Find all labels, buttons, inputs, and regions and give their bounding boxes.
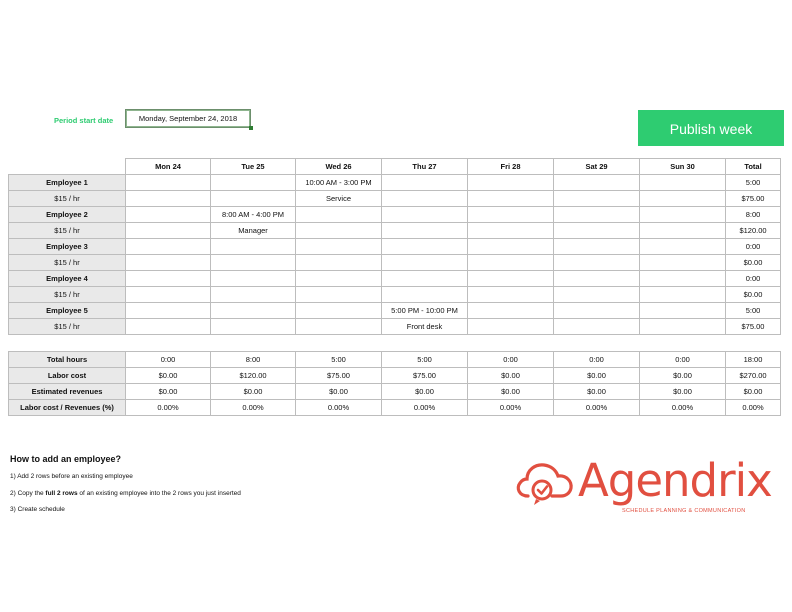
summary-value: $0.00 [126, 368, 211, 384]
summary-row [9, 368, 781, 384]
shift-cell[interactable]: 10:00 AM - 3:00 PM [296, 175, 382, 191]
summary-label: Estimated revenues [9, 384, 126, 400]
summary-row [9, 400, 781, 416]
summary-value: $0.00 [382, 384, 468, 400]
summary-total: $270.00 [726, 368, 781, 384]
shift-cell[interactable] [554, 303, 640, 319]
employee-name: Employee 5 [9, 303, 126, 319]
role-cell[interactable] [126, 191, 211, 207]
role-cell[interactable] [468, 287, 554, 303]
summary-value: $75.00 [382, 368, 468, 384]
employee-total-hours: 0:00 [726, 271, 781, 287]
employee-total-hours: 8:00 [726, 207, 781, 223]
day-header: Thu 27 [382, 159, 468, 175]
employee-total-cost: $75.00 [726, 191, 781, 207]
employee-shift-row [9, 207, 781, 223]
employee-shift-row [9, 303, 781, 319]
summary-value: $0.00 [126, 384, 211, 400]
role-cell[interactable] [126, 287, 211, 303]
shift-cell[interactable] [382, 207, 468, 223]
employee-total-cost: $0.00 [726, 255, 781, 271]
shift-cell[interactable] [211, 303, 296, 319]
day-header: Tue 25 [211, 159, 296, 175]
role-cell[interactable] [554, 255, 640, 271]
role-cell[interactable] [382, 191, 468, 207]
role-cell[interactable] [640, 319, 726, 335]
role-cell[interactable] [296, 255, 382, 271]
role-cell[interactable] [126, 255, 211, 271]
summary-value: $0.00 [468, 368, 554, 384]
summary-value: 0.00% [126, 400, 211, 416]
role-cell[interactable] [382, 255, 468, 271]
role-cell[interactable] [126, 223, 211, 239]
role-cell[interactable] [468, 191, 554, 207]
summary-label: Labor cost [9, 368, 126, 384]
summary-value: 0.00% [382, 400, 468, 416]
employee-name: Employee 1 [9, 175, 126, 191]
agendrix-wordmark: Agendrix [578, 454, 772, 507]
role-cell[interactable]: Front desk [382, 319, 468, 335]
shift-cell[interactable] [382, 239, 468, 255]
role-cell[interactable] [211, 191, 296, 207]
schedule-corner-cell [9, 159, 126, 175]
day-header: Wed 26 [296, 159, 382, 175]
employee-name: Employee 2 [9, 207, 126, 223]
employee-total-cost: $75.00 [726, 319, 781, 335]
summary-value: 0:00 [126, 352, 211, 368]
summary-value: $0.00 [640, 368, 726, 384]
summary-value: $0.00 [640, 384, 726, 400]
shift-cell[interactable] [382, 175, 468, 191]
employee-total-hours: 5:00 [726, 175, 781, 191]
role-cell[interactable] [640, 287, 726, 303]
summary-total: 18:00 [726, 352, 781, 368]
summary-table [8, 351, 781, 416]
shift-cell[interactable] [468, 175, 554, 191]
role-cell[interactable]: Service [296, 191, 382, 207]
shift-cell[interactable]: 5:00 PM - 10:00 PM [382, 303, 468, 319]
employee-rate: $15 / hr [9, 223, 126, 239]
shift-cell[interactable] [296, 207, 382, 223]
employee-total-hours: 0:00 [726, 239, 781, 255]
summary-value: 0:00 [640, 352, 726, 368]
summary-total: $0.00 [726, 384, 781, 400]
shift-cell[interactable] [126, 175, 211, 191]
shift-cell[interactable] [211, 239, 296, 255]
shift-cell[interactable] [126, 303, 211, 319]
shift-cell[interactable] [211, 175, 296, 191]
total-header: Total [726, 159, 781, 175]
employee-role-row [9, 255, 781, 271]
agendrix-logo [514, 454, 778, 520]
employee-total-cost: $0.00 [726, 287, 781, 303]
day-header: Mon 24 [126, 159, 211, 175]
howto-step-2-post: of an existing employee into the 2 rows you just inserted [77, 490, 241, 497]
employee-role-row [9, 223, 781, 239]
role-cell[interactable] [554, 319, 640, 335]
shift-cell[interactable] [296, 303, 382, 319]
summary-value: $120.00 [211, 368, 296, 384]
employee-shift-row [9, 239, 781, 255]
shift-cell[interactable] [468, 303, 554, 319]
role-cell[interactable] [382, 223, 468, 239]
role-cell[interactable] [554, 223, 640, 239]
summary-label: Total hours [9, 352, 126, 368]
howto-step-2 [10, 490, 241, 497]
day-header: Sat 29 [554, 159, 640, 175]
employee-role-row [9, 191, 781, 207]
summary-value: 8:00 [211, 352, 296, 368]
role-cell[interactable] [640, 223, 726, 239]
howto-title: How to add an employee? [10, 454, 122, 464]
employee-role-row [9, 287, 781, 303]
howto-step-2-pre: 2) Copy the [10, 490, 46, 497]
howto-step-1: 1) Add 2 rows before an existing employee [10, 473, 133, 480]
summary-value: $0.00 [554, 384, 640, 400]
role-cell[interactable] [296, 287, 382, 303]
shift-cell[interactable] [468, 207, 554, 223]
role-cell[interactable] [468, 255, 554, 271]
employee-rate: $15 / hr [9, 191, 126, 207]
summary-value: $0.00 [296, 384, 382, 400]
role-cell[interactable] [382, 287, 468, 303]
summary-value: $75.00 [296, 368, 382, 384]
howto-step-2-bold: full 2 rows [45, 490, 78, 497]
day-header: Fri 28 [468, 159, 554, 175]
day-header: Sun 30 [640, 159, 726, 175]
shift-cell[interactable] [640, 303, 726, 319]
shift-cell[interactable] [211, 271, 296, 287]
employee-shift-row [9, 175, 781, 191]
shift-cell[interactable] [640, 207, 726, 223]
shift-cell[interactable] [554, 239, 640, 255]
role-cell[interactable] [296, 223, 382, 239]
shift-cell[interactable] [296, 271, 382, 287]
employee-role-row [9, 319, 781, 335]
role-cell[interactable] [296, 319, 382, 335]
employee-rate: $15 / hr [9, 319, 126, 335]
employee-rate: $15 / hr [9, 255, 126, 271]
employee-name: Employee 3 [9, 239, 126, 255]
publish-week-button[interactable]: Publish week [638, 110, 784, 146]
role-cell[interactable] [468, 319, 554, 335]
summary-value: $0.00 [468, 384, 554, 400]
summary-value: $0.00 [211, 384, 296, 400]
summary-value: 5:00 [382, 352, 468, 368]
summary-row [9, 352, 781, 368]
role-cell[interactable] [640, 255, 726, 271]
shift-cell[interactable]: 8:00 AM - 4:00 PM [211, 207, 296, 223]
shift-cell[interactable] [382, 271, 468, 287]
shift-cell[interactable] [640, 175, 726, 191]
role-cell[interactable] [126, 319, 211, 335]
cloud-check-icon [514, 458, 576, 506]
employee-rate: $15 / hr [9, 287, 126, 303]
employee-name: Employee 4 [9, 271, 126, 287]
shift-cell[interactable] [126, 239, 211, 255]
summary-value: 0.00% [468, 400, 554, 416]
schedule-header-row [9, 159, 781, 175]
role-cell[interactable] [468, 223, 554, 239]
summary-value: 0.00% [640, 400, 726, 416]
employee-total-cost: $120.00 [726, 223, 781, 239]
summary-value: 5:00 [296, 352, 382, 368]
summary-label: Labor cost / Revenues (%) [9, 400, 126, 416]
agendrix-tagline: SCHEDULE PLANNING & COMMUNICATION [622, 508, 746, 514]
shift-cell[interactable] [640, 271, 726, 287]
role-cell[interactable] [554, 191, 640, 207]
role-cell[interactable] [211, 255, 296, 271]
summary-value: 0:00 [554, 352, 640, 368]
shift-cell[interactable] [468, 239, 554, 255]
summary-value: 0:00 [468, 352, 554, 368]
shift-cell[interactable] [554, 175, 640, 191]
summary-value: 0.00% [211, 400, 296, 416]
role-cell[interactable] [554, 287, 640, 303]
employee-total-hours: 5:00 [726, 303, 781, 319]
summary-value: 0.00% [554, 400, 640, 416]
summary-row [9, 384, 781, 400]
summary-value: 0.00% [296, 400, 382, 416]
shift-cell[interactable] [554, 207, 640, 223]
role-cell[interactable] [211, 319, 296, 335]
shift-cell[interactable] [126, 207, 211, 223]
summary-total: 0.00% [726, 400, 781, 416]
shift-cell[interactable] [554, 271, 640, 287]
role-cell[interactable] [640, 191, 726, 207]
howto-step-3: 3) Create schedule [10, 506, 65, 513]
role-cell[interactable]: Manager [211, 223, 296, 239]
period-start-label: Period start date [54, 116, 114, 125]
role-cell[interactable] [211, 287, 296, 303]
shift-cell[interactable] [640, 239, 726, 255]
shift-cell[interactable] [468, 271, 554, 287]
employee-shift-row [9, 271, 781, 287]
shift-cell[interactable] [296, 239, 382, 255]
shift-cell[interactable] [126, 271, 211, 287]
period-start-date-input[interactable]: Monday, September 24, 2018 [125, 109, 251, 128]
summary-value: $0.00 [554, 368, 640, 384]
schedule-table [8, 158, 781, 335]
